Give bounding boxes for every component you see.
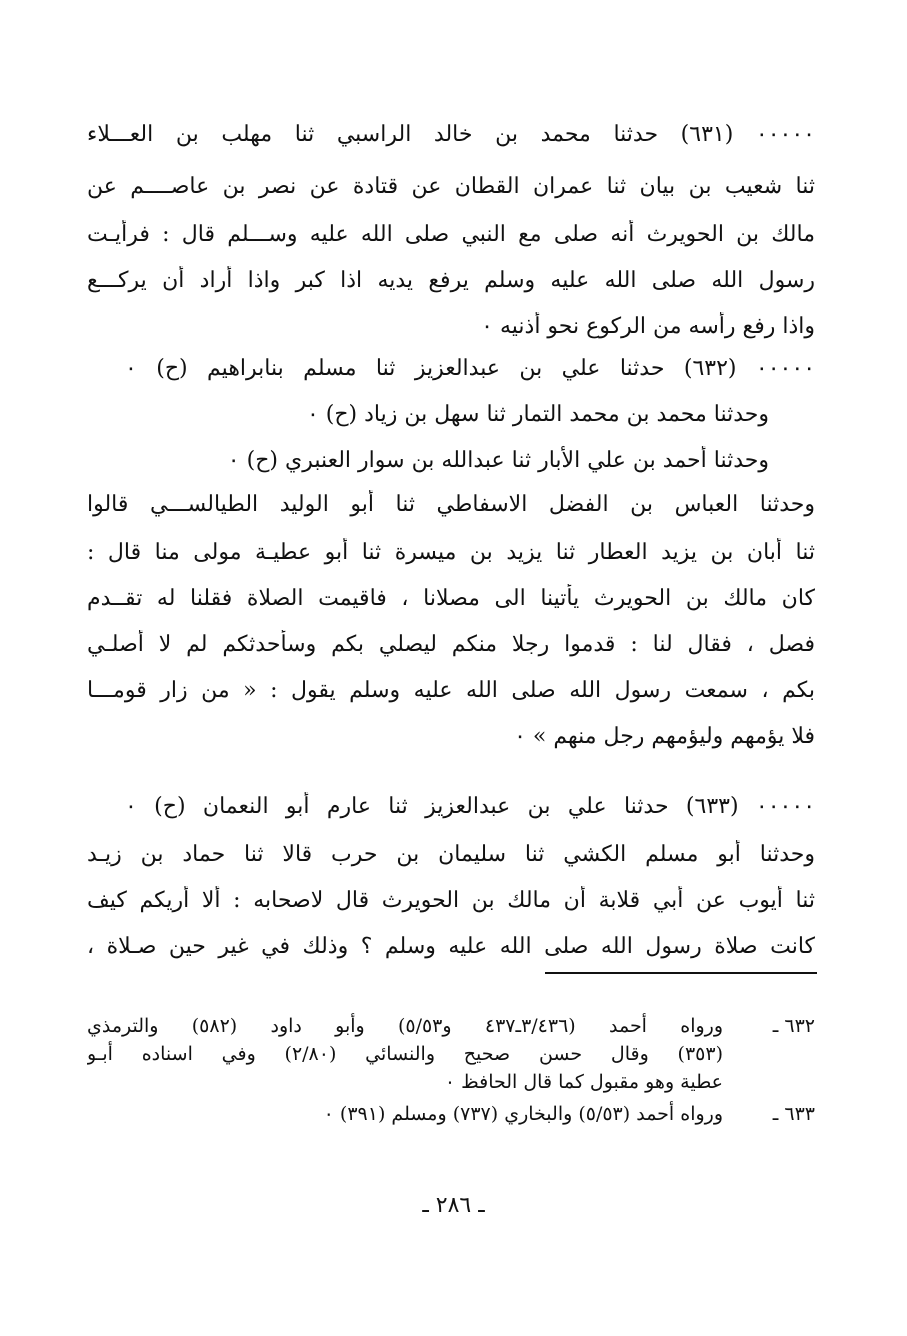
body-line: وحدثنا العباس بن الفضل الاسفاطي ثنا أبو الوليد الطيالســـي قالوا (87, 492, 815, 517)
body-line: رسول الله صلى الله عليه وسلم يرفع يديه اذا كبر واذا أراد أن يركـــع (87, 268, 815, 293)
footnote (87, 1013, 815, 1039)
body-line: وحدثنا أحمد بن علي الأبار ثنا عبدالله بن سوار العنبري (ح) ٠ (227, 448, 769, 473)
body-line: وحدثنا أبو مسلم الكشي ثنا سليمان بن حرب قالا ثنا حماد بن زيـد (87, 842, 815, 867)
body-line: ٠٠٠٠٠ (٦٣٣) حدثنا علي بن عبدالعزيز ثنا عارم أبو النعمان (ح) ٠ (125, 794, 815, 819)
body-line: وحدثنا محمد بن محمد التمار ثنا سهل بن زياد (ح) ٠ (306, 402, 769, 427)
body-line: فصل ، فقال لنا : قدموا رجلا منكم ليصلي بكم وسأحدثكم لم لا أصلـي (87, 632, 815, 657)
footnote (87, 1069, 815, 1095)
body-line: واذا رفع رأسه من الركوع نحو أذنيه ٠ (481, 314, 815, 339)
body-line: ثنا شعيب بن بيان ثنا عمران القطان عن قتادة عن نصر بن عاصــــم عن (87, 174, 815, 199)
body-line: ثنا أيوب عن أبي قلابة أن مالك بن الحويرث قال لاصحابه : ألا أريكم كيف (87, 888, 815, 913)
page-number: ـ ٢٨٦ ـ (422, 1193, 485, 1218)
body-line: مالك بن الحويرث أنه صلى مع النبي صلى الله عليه وســـلم قال : فرأيـت (87, 222, 815, 247)
body-line: فلا يؤمهم وليؤمهم رجل منهم » ٠ (514, 724, 815, 749)
footnote-line: عطية وهو مقبول كما قال الحافظ ٠ (444, 1071, 723, 1093)
body-line: ٠٠٠٠٠ (٦٣١) حدثنا محمد بن خالد الراسبي ثنا مهلب بن العـــلاء (87, 122, 815, 147)
body-line: كانت صلاة رسول الله صلى الله عليه وسلم ؟ وذلك في غير حين صـلاة ، (87, 934, 815, 959)
footnote-number: ٦٣٢ ـ (772, 1015, 815, 1037)
body-line: ثنا أبان بن يزيد العطار ثنا يزيد بن ميسرة ثنا أبو عطيـة مولى منا قال : (87, 540, 815, 565)
footnote-line: (٣٥٣) وقال حسن صحيح والنسائي (٢/٨٠) وفي اسناده أبـو (87, 1043, 723, 1065)
footnote (87, 1101, 815, 1127)
body-line: بكم ، سمعت رسول الله صلى الله عليه وسلم يقول : « من زار قومـــا (87, 678, 815, 703)
body-line: كان مالك بن الحويرث يأتينا الى مصلانا ، فاقيمت الصلاة فقلنا له تقــدم (87, 586, 815, 611)
footnote-number: ٦٣٣ ـ (772, 1103, 815, 1125)
footnote-separator (545, 972, 817, 974)
footnote-line: ورواه أحمد (٥/٥٣) والبخاري (٧٣٧) ومسلم (٣٩١) ٠ (323, 1103, 723, 1125)
footnote-line: ورواه أحمد (٣/٤٣٦ـ٤٣٧ و٥/٥٣) وأبو داود (٥٨٢) والترمذي (87, 1015, 723, 1037)
footnote (87, 1041, 815, 1067)
body-line: ٠٠٠٠٠ (٦٣٢) حدثنا علي بن عبدالعزيز ثنا مسلم بنابراهيم (ح) ٠ (125, 356, 815, 381)
